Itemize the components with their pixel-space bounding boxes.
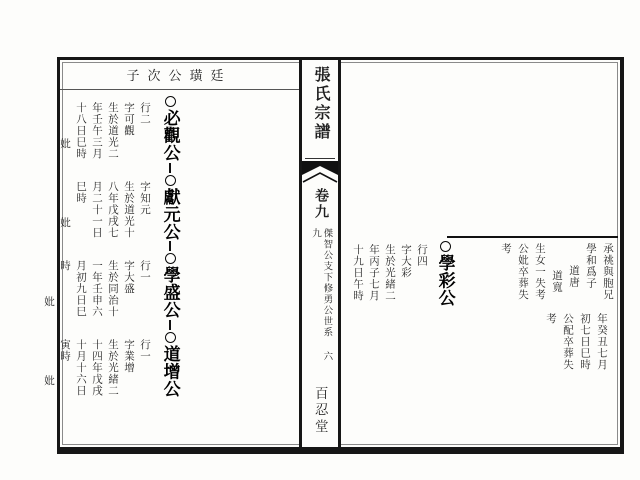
hall-name: 百忍堂 — [312, 386, 328, 436]
birthdate-column: 生於道光十 — [123, 181, 134, 239]
birthdate-column: 年丙子七月 — [368, 244, 379, 302]
rank-column: 行二 — [139, 102, 150, 125]
section-label — [309, 228, 332, 368]
ancestor-name: 道增公 — [160, 344, 180, 397]
entry-details — [349, 244, 430, 316]
birthdate-column: 巳時 — [75, 181, 86, 204]
volume-label: 卷九 — [313, 188, 328, 220]
section-title: 傑智公支下修勇公世系 — [321, 228, 332, 338]
birthdate-column: 寅時 — [59, 339, 70, 362]
birthdate-column: 月初九日巳 — [75, 260, 86, 318]
spine-rule — [305, 158, 335, 159]
spouse-label: 妣 — [59, 138, 70, 150]
courtesy-name-column: 字大彩 — [400, 244, 411, 279]
birthdate-column: 十九日午時 — [352, 244, 363, 302]
generation-chain — [432, 240, 458, 307]
date-column: 年癸丑七月 — [596, 313, 607, 371]
birthdate-column: 一年壬申六 — [91, 260, 102, 318]
lineage-circle-icon — [165, 175, 176, 186]
ancestor-name: 必觀公 — [160, 109, 180, 162]
burial-note-column: 公妣卒葬失 — [517, 243, 528, 301]
previous-entry-spouse-note — [541, 313, 610, 381]
courtesy-name-column: 字可觀 — [123, 102, 134, 137]
entry-details — [40, 260, 153, 344]
generation-chain — [157, 95, 183, 397]
rank-column: 行四 — [416, 244, 427, 267]
spouse-label: 妣 — [59, 217, 70, 229]
birthdate-column: 十八日巳時 — [75, 102, 86, 160]
descent-line — [169, 241, 171, 251]
heir-note-column: 承祧與胞兄 — [602, 243, 613, 301]
entry-details — [56, 181, 153, 265]
descent-line — [169, 163, 171, 173]
ancestor-name: 學彩公 — [435, 254, 455, 307]
son-name-column: 道唐 — [568, 265, 579, 288]
lineage-circle-icon — [165, 96, 176, 107]
ancestor-name: 學盛公 — [160, 266, 180, 319]
previous-entry-continuation — [496, 243, 616, 313]
lineage-circle-icon — [165, 332, 176, 343]
date-column: 初七日巳時 — [579, 313, 590, 371]
courtesy-name-column: 字業增 — [123, 339, 134, 374]
page-number: 六九 — [310, 228, 332, 362]
ancestor-name: 獻元公 — [160, 187, 180, 240]
birthdate-column: 生於光緒二 — [107, 339, 118, 397]
book-title: 張氏宗譜 — [312, 66, 329, 142]
parentage-header: 子次公璜廷 — [126, 68, 232, 83]
daughter-note-column: 生女一失考 — [534, 243, 545, 301]
fishtail-icon — [302, 161, 338, 185]
parent-connector-line — [447, 236, 618, 238]
birthdate-column: 月二十一日 — [91, 181, 102, 239]
birthdate-column: 十月十六日 — [75, 339, 86, 397]
birthdate-column: 生於光緒二 — [384, 244, 395, 302]
spouse-label: 妣 — [43, 375, 54, 387]
entry-details — [56, 102, 153, 186]
birthdate-column: 時 — [59, 260, 70, 272]
rank-column: 行一 — [139, 260, 150, 283]
descent-line — [169, 320, 171, 330]
courtesy-name-column: 字知元 — [139, 181, 150, 216]
lineage-circle-icon — [440, 241, 451, 252]
courtesy-name-column: 字大盛 — [123, 260, 134, 295]
son-name-column: 道寬 — [551, 270, 562, 293]
burial-note-column: 考 — [545, 313, 556, 325]
heir-note-column: 學和爲子 — [585, 243, 596, 289]
birthdate-column: 十四年戊戌 — [91, 339, 102, 397]
birthdate-column: 八年戊戌七 — [107, 181, 118, 239]
birthdate-column: 生於道光二 — [107, 102, 118, 160]
burial-note-column: 考 — [500, 243, 511, 255]
book-spine — [299, 60, 341, 447]
header-rule — [60, 89, 299, 90]
spouse-label: 妣 — [43, 296, 54, 308]
birthdate-column: 生於同治十 — [107, 260, 118, 318]
lineage-circle-icon — [165, 253, 176, 264]
birthdate-column: 年壬午三月 — [91, 102, 102, 160]
entry-details — [40, 339, 153, 423]
burial-note-column: 公配卒葬失 — [562, 313, 573, 371]
rank-column: 行一 — [139, 339, 150, 362]
